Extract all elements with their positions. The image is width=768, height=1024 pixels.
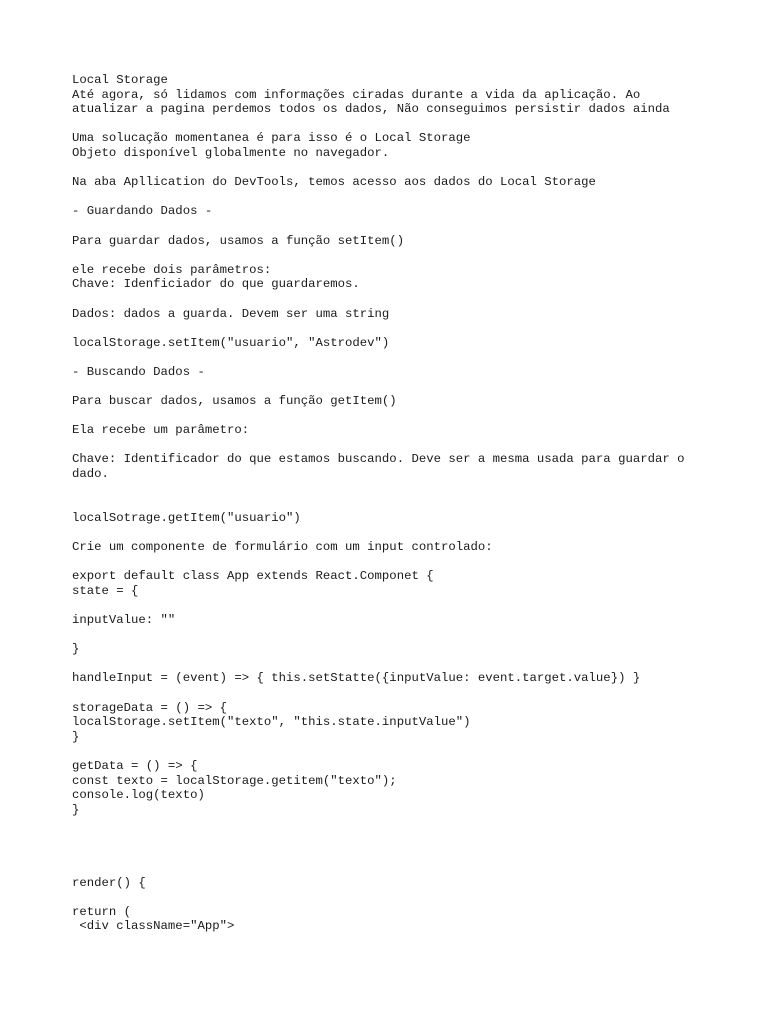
code-line: inputValue: ""	[72, 612, 176, 627]
code-line: localStorage.setItem("usuario", "Astrodev")	[72, 335, 390, 350]
doc-line: Para guardar dados, usamos a função setItem()	[72, 233, 405, 248]
doc-title: Local Storage	[72, 73, 168, 87]
code-line: render() {	[72, 875, 146, 890]
doc-line: dado.	[72, 467, 109, 482]
code-line: <div className="App">	[72, 919, 235, 934]
doc-line: Ela recebe um parâmetro:	[72, 423, 250, 438]
document-page	[72, 73, 732, 934]
code-line: localSotrage.getItem("usuario")	[72, 510, 301, 525]
doc-line: Chave: Idenficiador do que guardaremos.	[72, 277, 360, 292]
code-line: }	[72, 802, 80, 817]
code-line: localStorage.setItem("texto", "this.state.inputValue")	[72, 715, 471, 730]
section-heading: - Guardando Dados -	[72, 204, 213, 219]
doc-line: Na aba Apllication do DevTools, temos acesso aos dados do Local Storage	[72, 175, 596, 190]
doc-line: Dados: dados a guarda. Devem ser uma string	[72, 306, 390, 321]
doc-line: Crie um componente de formulário com um input controlado:	[72, 540, 493, 554]
doc-line: Objeto disponível globalmente no navegador.	[72, 145, 390, 160]
code-line: storageData = () => {	[72, 700, 227, 715]
code-line: getData = () => {	[72, 758, 198, 773]
code-line: export default class App extends React.Componet {	[72, 569, 434, 584]
section-heading: - Buscando Dados -	[72, 364, 205, 379]
doc-line: ele recebe dois parâmetros:	[72, 262, 272, 277]
doc-line: atualizar a pagina perdemos todos os dados, Não conseguimos persistir dados ainda	[72, 102, 670, 117]
code-line: }	[72, 642, 80, 657]
doc-line: Para buscar dados, usamos a função getItem()	[72, 394, 397, 409]
code-line: console.log(texto)	[72, 788, 205, 803]
code-line: const texto = localStorage.getitem("texto");	[72, 773, 397, 788]
doc-line: Uma solucação momentanea é para isso é o Local Storage	[72, 131, 471, 146]
code-line: return (	[72, 904, 132, 919]
code-line: state = {	[72, 583, 139, 598]
doc-line: Até agora, só lidamos com informações ciradas durante a vida da aplicação. Ao	[72, 87, 641, 102]
code-line: }	[72, 729, 80, 744]
doc-line: Chave: Identificador do que estamos buscando. Deve ser a mesma usada para guardar o	[72, 452, 685, 467]
code-line: handleInput = (event) => { this.setStatte({inputValue: event.target.value}) }	[72, 671, 641, 686]
